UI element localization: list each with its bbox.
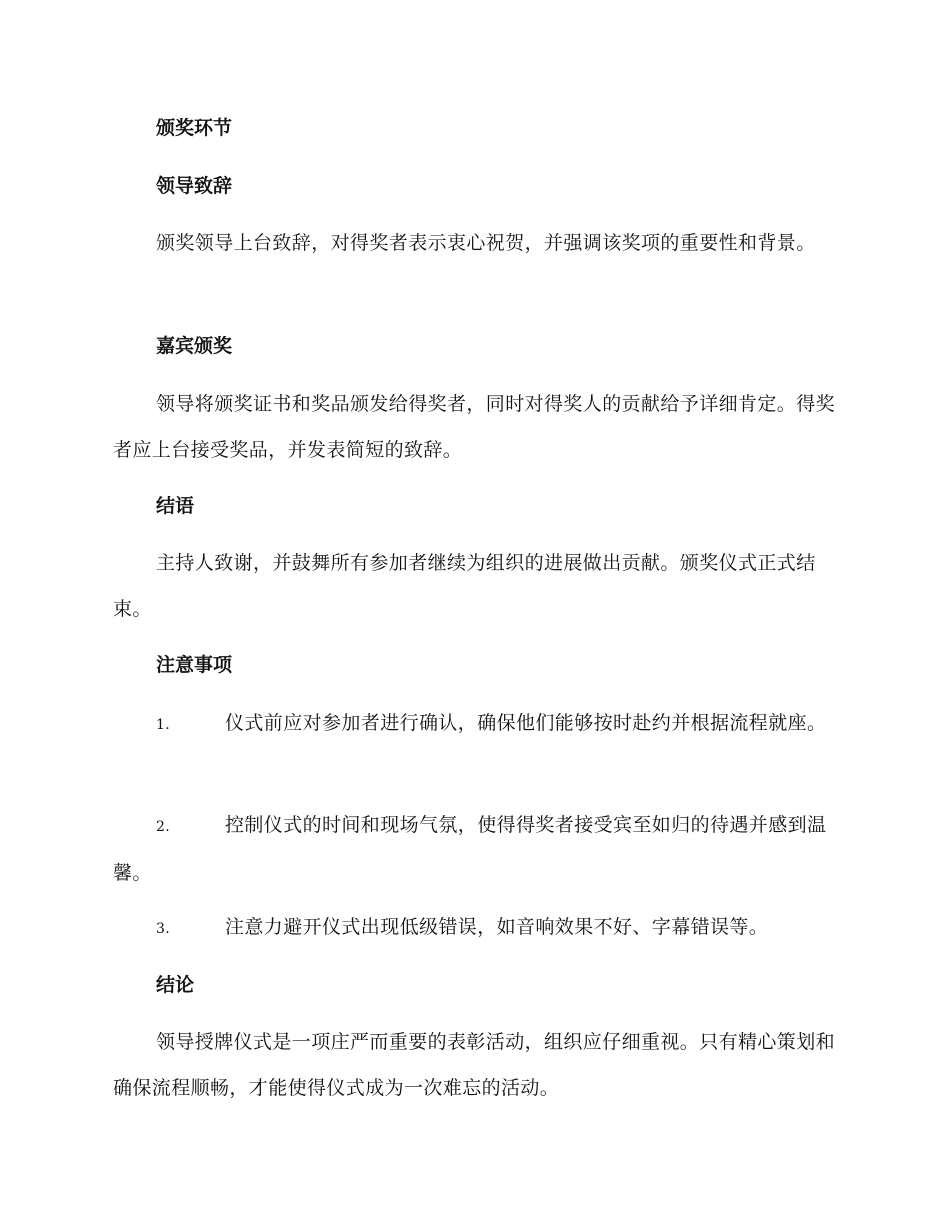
- paragraph-leader-speech: 颁奖领导上台致辞，对得奖者表示衷心祝贺，并强调该奖项的重要性和背景。: [156, 232, 816, 254]
- list-item-text: 注意力避开仪式出现低级错误，如音响效果不好、字幕错误等。: [225, 916, 769, 938]
- heading-closing: 结语: [156, 495, 195, 517]
- paragraph-closing: 主持人致谢，并鼓舞所有参加者继续为组织的进展做出贡献。颁奖仪式正式结束。: [113, 552, 816, 620]
- paragraph-guest-award: 领导将颁奖证书和奖品颁发给得奖者，同时对得奖人的贡献给予详细肯定。得奖者应上台接受奖品，并发表简短的致辞。: [113, 393, 836, 461]
- list-item-text: 控制仪式的时间和现场气氛，使得得奖者接受宾至如归的待遇并感到温馨。: [113, 814, 827, 884]
- heading-leader-speech: 领导致辞: [156, 175, 233, 197]
- list-item: [113, 700, 835, 748]
- list-number: 3.: [156, 921, 171, 937]
- heading-notes: 注意事项: [156, 654, 233, 676]
- list-item-text: 仪式前应对参加者进行确认，确保他们能够按时赴约并根据流程就座。: [225, 712, 827, 734]
- list-item: [113, 904, 835, 952]
- list-item: [113, 802, 835, 896]
- list-number: 1.: [156, 717, 171, 733]
- heading-guest-award: 嘉宾颁奖: [156, 335, 233, 357]
- heading-award-segment: 颁奖环节: [156, 117, 233, 139]
- heading-conclusion: 结论: [156, 974, 195, 996]
- paragraph-conclusion: 领导授牌仪式是一项庄严而重要的表彰活动，组织应仔细重视。只有精心策划和确保流程顺畅，才能使得仪式成为一次难忘的活动。: [113, 1031, 836, 1099]
- list-number: 2.: [156, 819, 171, 835]
